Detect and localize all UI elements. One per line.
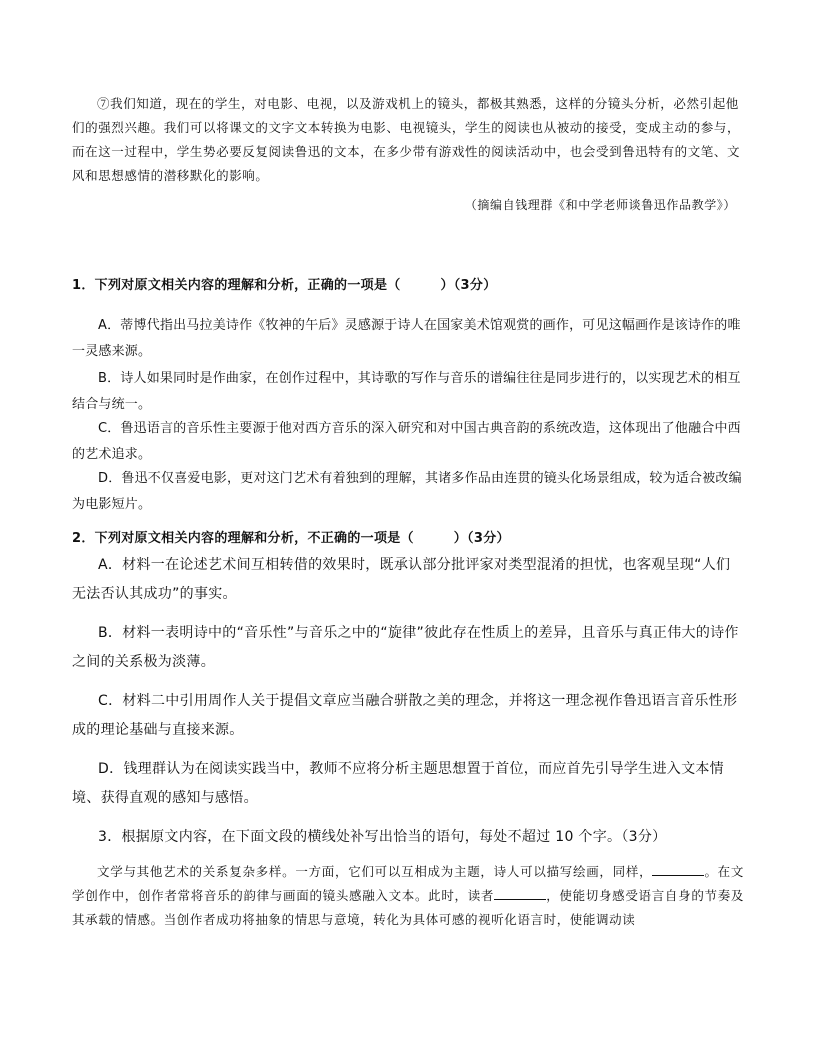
question-3-passage	[72, 860, 744, 932]
passage-text: ，使能切身感受语言自身的节奏及其承载的情感。当创作者成功将抽象的情思与意境，转化为具体可感的视听化语言时，使能调动读	[72, 888, 744, 927]
question-1-option-a[interactable]	[72, 313, 744, 365]
question-3-title: 3．根据原文内容，在下面文段的横线处补写出恰当的语句，每处不超过 10 个字。（3分）	[98, 829, 667, 845]
question-1-option-c[interactable]	[72, 416, 744, 468]
option-text: C．鲁迅语言的音乐性主要源于他对西方音乐的深入研究和对中国古典音韵的系统改造，这体现出了他融合中西的艺术追求。	[72, 421, 741, 462]
passage-text: 。在文学创作中，创作者常将音乐的韵律与画面的镜头感融入文本。此时，读者	[72, 864, 744, 903]
question-2-option-d[interactable]	[72, 755, 744, 813]
option-text: C．材料二中引用周作人关于提倡文章应当融合骈散之美的理念，并将这一理念视作鲁迅语言音乐性形成的理论基础与直接来源。	[72, 693, 738, 738]
option-text: B．诗人如果同时是作曲家，在创作过程中，其诗歌的写作与音乐的谱编往往是同步进行的，以实现艺术的相互结合与统一。	[72, 371, 741, 412]
option-text: A．材料一在论述艺术间互相转借的效果时，既承认部分批评家对类型混淆的担忧，也客观呈现“人们无法否认其成功”的事实。	[72, 557, 731, 602]
question-1-title: 1．下列对原文相关内容的理解和分析，正确的一项是（ ）（3分）	[72, 278, 497, 293]
question-2-option-b[interactable]	[72, 619, 744, 677]
question-2-option-a[interactable]	[72, 551, 744, 609]
option-text: D．钱理群认为在阅读实践当中，教师不应将分析主题思想置于首位，而应首先引导学生进入文本情境、获得直观的感知与感悟。	[72, 761, 724, 806]
question-2-option-c[interactable]	[72, 687, 744, 745]
passage-text: 文学与其他艺术的关系复杂多样。一方面，它们可以互相成为主题，诗人可以描写绘画，同样，	[97, 864, 653, 879]
answer-blank-2[interactable]	[494, 885, 546, 900]
option-text: B．材料一表明诗中的“音乐性”与音乐之中的“旋律”彼此存在性质上的差异，且音乐与真正伟大的诗作之间的关系极为淡薄。	[72, 625, 739, 670]
passage-paragraph-7	[72, 92, 744, 188]
question-1-option-d[interactable]	[72, 466, 744, 518]
question-1-option-b[interactable]	[72, 366, 744, 418]
paragraph-text: ⑦我们知道，现在的学生，对电影、电视，以及游戏机上的镜头，都极其熟悉，这样的分镜头分析，必然引起他们的强烈兴趣。我们可以将课文的文字文本转换为电影、电视镜头，学生的阅读也从被动的接受，变成主动的参与，而在这一过程中，学生势必要反复阅读鲁迅的文本，在多少带有游戏性的阅读活动中，也会受到鲁迅特有的文笔、文风和思想感情的潜移默化的影响。	[72, 96, 741, 183]
option-text: A．蒂博代指出马拉美诗作《牧神的午后》灵感源于诗人在国家美术馆观赏的画作，可见这幅画作是该诗作的唯一灵感来源。	[72, 318, 741, 359]
passage-source: （摘编自钱理群《和中学老师谈鲁迅作品教学》）	[464, 198, 736, 212]
question-2-title: 2．下列对原文相关内容的理解和分析，不正确的一项是（ ）（3分）	[72, 531, 510, 546]
option-text: D．鲁迅不仅喜爱电影，更对这门艺术有着独到的理解，其诸多作品由连贯的镜头化场景组成，较为适合被改编为电影短片。	[72, 471, 742, 512]
answer-blank-1[interactable]	[652, 861, 704, 876]
